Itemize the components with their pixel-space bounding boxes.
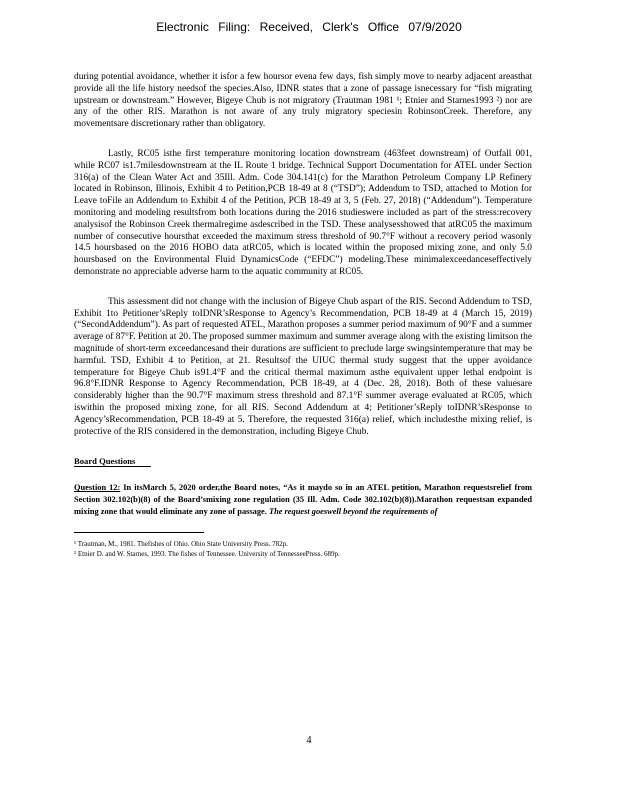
question-text-italic: The request goeswell beyond the requirements of bbox=[268, 507, 438, 517]
paragraph-rc05-monitoring: Lastly, RC05 isthe first temperature monitoring location downstream (463feet downstream) of Outfall 001, while RC07 is1.7milesdownstream at the IL Route 1 bridge. Technical Support Documentation for ATEL under Section 316(a) of the Clean Water Act and 35Ill. Adm. Code 304.141(c) for the Marathon Petroleum Company LP Refinery located in Robinson, Illinois, Exhibit 4 to Petition,PCB 18-49 at 8 (“TSD”); Addendum to TSD, attached to Motion for Leave toFile an Addendum to Exhibit 4 of the Petition, PCB 18-49 at 3, 5 (Feb. 27, 2018) (“Addendum”). Temperature monitoring and modeling resultsfrom both locations during the 2016 studieswere included as part of the stress:recovery analysisof the Robinson Creek thermalregime asdescribed in the TSD. These analysesshowed that atRC05 the maximum number of consecutive hoursthat exceeded the maximum stress threshold of 90.7°F without a recovery period wasonly 14.5 hoursbased on the 2016 HOBO data atRC05, which is located within the proposed mixing zone, and only 5.0 hoursbased on the Environmental Fluid DynamicsCode (“EFDC”) modeling.These minimalexceedanceseffectively demonstrate no appreciable adverse harm to the aquatic community at RC05. bbox=[74, 148, 532, 277]
paragraph-avoidance: during potential avoidance, whether it isfor a few hoursor evena few days, fish simply move to nearby adjacent areasthat provide all the life history needsof the species.Also, IDNR states that a zone of passage isnecessary for “fish migrating upstream or downstream.” However, Bigeye Chub is not migratory (Trautman 1981 ¹; Etnier and Starnes1993 ²) nor are any of the other RIS. Marathon is not aware of any truly migratory speciesin RobinsonCreek. Therefore, any movementsare discretionary rather than obligatory. bbox=[74, 72, 532, 130]
footnote-1: ¹ Trautman, M., 1981. Thefishes of Ohio. Ohio State University Press. 782p. bbox=[74, 540, 288, 549]
question-12 bbox=[74, 482, 532, 518]
footnote-2: ² Etnier D. and W. Starnes, 1993. The fishes of Tennessee. University of TennesseePress. 689p. bbox=[74, 550, 340, 559]
page-number: 4 bbox=[306, 735, 312, 746]
document-body bbox=[74, 72, 532, 559]
footnote-divider bbox=[74, 532, 204, 533]
paragraph-bigeye-chub-assessment: This assessment did not change with the inclusion of Bigeye Chub aspart of the RIS. Second Addendum to TSD, Exhibit 1to Petitioner’sReply toIDNR’sResponse to Agency’s Recommendation, PCB 18-49 at 4 (March 15, 2019) (“SecondAddendum”). As part of requested ATEL, Marathon proposes a summer period maximum of 90°F and a summer average of 87°F. Petition at 20. The proposed summer maximum and summer average along with the existing limitson the magnitude of short-term exceedancesand their durations are sufficient to preclude large swingsintemperature that may be harmful. TSD, Exhibit 4 to Petition, at 21. Resultsof the UIUC thermal study suggest that the upper avoidance temperature for Bigeye Chub is91.4°F and the critical thermal maximum asthe equivalent upper lethal endpoint is 96.8°F.IDNR Response to Agency Recommendation, PCB 18-49, at 4 (Dec. 28, 2018). Both of these valuesare considerably higher than the 90.7°F maximum stress threshold and 87.1°F summer average evaluated at RC05, which iswithin the proposed mixing zone, for all RIS. Second Addendum at 4; Petitioner’sReply toIDNR’sResponse to Agency’sRecommendation, PCB 18-49 at 5. Therefore, the requested 316(a) relief, which includesthe mixing relief, is protective of the RIS considered in the demonstration, including Bigeye Chub. bbox=[74, 296, 532, 437]
filing-header: Electronic Filing: Received, Clerk's Office 07/9/2020 bbox=[156, 20, 462, 34]
section-heading-text: Board Questions bbox=[74, 456, 151, 467]
section-heading bbox=[74, 456, 532, 466]
question-text: In itsMarch 5, 2020 order,the Board notes, “As it maydo so in an ATEL petition, Marathon requestsrelief from Section 302.102(b)(8) of the Board’smixing zone regulation (35 Ill. Adm. Code 302.102(b)(8)).Marathon requestsan expanded mixing zone that would eliminate any zone of passage. bbox=[74, 483, 532, 517]
question-label: Question 12: bbox=[74, 483, 121, 493]
